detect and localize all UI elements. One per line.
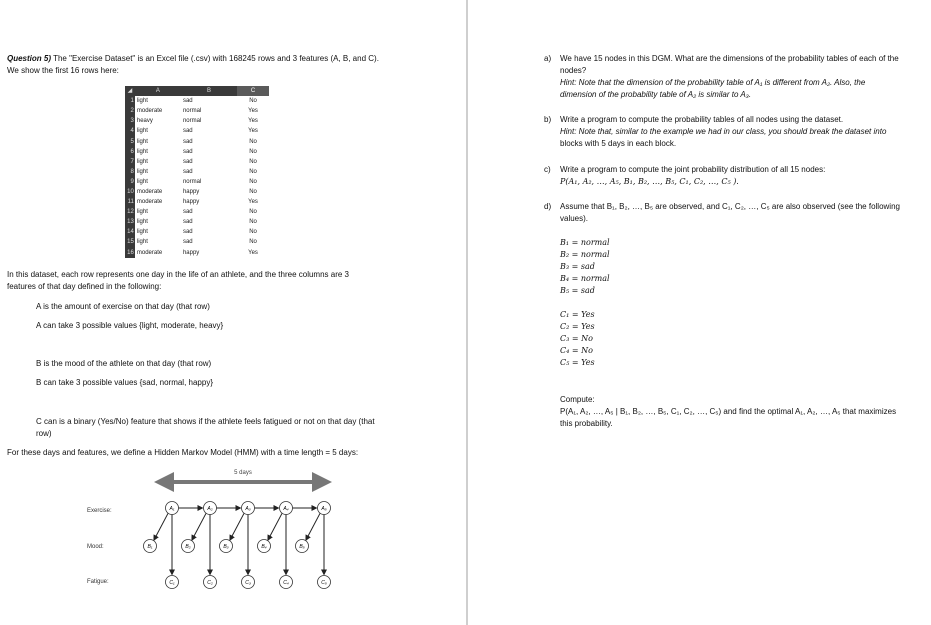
row-number[interactable]: 4 <box>125 126 135 136</box>
cell-a[interactable]: light <box>135 217 181 227</box>
node-b4-label: B₄ <box>261 544 267 550</box>
corner-cell[interactable]: ◢ <box>125 86 135 96</box>
cell-c[interactable]: No <box>237 147 269 157</box>
table-row <box>125 136 269 146</box>
cell-a[interactable]: light <box>135 147 181 157</box>
intro-text: The "Exercise Dataset" is an Excel file (.csv) with 168245 rows and 3 features (A, B, and C). <box>51 54 379 63</box>
compute-line-1: P(A₁, A₂, …, A₅ | B₁, B₂, …, B₅, C₁, C₂, …, C₅) and find the optimal A₁, A₂, …, A₅ that maximizes <box>560 407 897 416</box>
compute-line-2: this probability. <box>560 419 613 428</box>
cell-b[interactable]: sad <box>181 136 237 146</box>
q-d-text-1: Assume that B₁, B₂, …, B₅ are observed, and C₁, C₂, …, C₅ are also observed (see the following <box>560 202 900 211</box>
excel-body <box>125 96 269 258</box>
hmm-intro: For these days and features, we define a Hidden Markov Model (HMM) with a time length = 5 days: <box>7 448 359 457</box>
col-header-c[interactable]: C <box>237 86 269 96</box>
span-label: 5 days <box>234 470 252 476</box>
cell-a[interactable]: light <box>135 96 181 106</box>
a-values: A can take 3 possible values {light, moderate, heavy} <box>36 321 224 330</box>
c-obs-5: C₅ = Yes <box>560 358 595 367</box>
q-c-text: Write a program to compute the joint probability distribution of all 15 nodes: <box>560 165 826 174</box>
cell-c[interactable]: No <box>237 177 269 187</box>
row-number[interactable]: 15 <box>125 237 135 247</box>
node-a3-label: A₃ <box>245 506 251 512</box>
intro-line-2: We show the first 16 rows here: <box>7 66 119 75</box>
node-c3-label: C₃ <box>245 580 251 586</box>
row-number[interactable]: 7 <box>125 157 135 167</box>
b-obs-1: B₁ = normal <box>560 238 610 247</box>
emission-arrow-b <box>154 513 168 540</box>
cell-a[interactable]: light <box>135 157 181 167</box>
cell-b[interactable]: sad <box>181 227 237 237</box>
c-obs-1: C₁ = Yes <box>560 310 595 319</box>
table-row <box>125 106 269 116</box>
cell-a[interactable]: light <box>135 207 181 217</box>
row-number[interactable]: 14 <box>125 227 135 237</box>
table-row <box>125 126 269 136</box>
table-row <box>125 187 269 197</box>
cell-c[interactable]: Yes <box>237 116 269 126</box>
row-number[interactable]: 2 <box>125 106 135 116</box>
node-b3-label: B₃ <box>223 544 229 550</box>
cell-a[interactable]: light <box>135 227 181 237</box>
table-row <box>125 237 269 247</box>
table-row <box>125 147 269 157</box>
cell-a[interactable]: light <box>135 167 181 177</box>
table-row <box>125 248 269 258</box>
table-row <box>125 217 269 227</box>
cell-a[interactable]: moderate <box>135 197 181 207</box>
node-a2-label: A₂ <box>207 506 213 512</box>
q-a-text-2: nodes? <box>560 66 587 75</box>
cell-c[interactable]: No <box>237 227 269 237</box>
row-number[interactable]: 5 <box>125 136 135 146</box>
node-c2-label: C₂ <box>207 580 213 586</box>
cell-c[interactable]: No <box>237 96 269 106</box>
page-divider <box>466 0 468 625</box>
cell-b[interactable]: normal <box>181 106 237 116</box>
cell-c[interactable]: No <box>237 167 269 177</box>
q-a-hint-2: dimension of the probability table of A₂ is similar to A₃. <box>560 90 752 99</box>
row-number[interactable]: 16 <box>125 248 135 258</box>
cell-b[interactable]: sad <box>181 237 237 247</box>
q-c-label: c) <box>544 165 551 174</box>
q-b-label: b) <box>544 115 552 124</box>
cell-b[interactable]: sad <box>181 126 237 136</box>
c-obs-2: C₂ = Yes <box>560 322 595 331</box>
cell-a[interactable]: moderate <box>135 106 181 116</box>
node-a4-label: A₄ <box>283 506 289 512</box>
node-c5-label: C₅ <box>321 580 327 586</box>
cell-b[interactable]: sad <box>181 157 237 167</box>
cell-a[interactable]: moderate <box>135 187 181 197</box>
q-a-hint-1: Hint: Note that the dimension of the probability table of A₁ is different from A₂. Also, the <box>560 78 866 87</box>
node-c1-label: C₁ <box>169 580 175 586</box>
cell-b[interactable]: sad <box>181 147 237 157</box>
cell-a[interactable]: moderate <box>135 248 181 258</box>
b-obs-2: B₂ = normal <box>560 250 610 259</box>
desc-line-1: In this dataset, each row represents one day in the life of an athlete, and the three columns are 3 <box>7 270 349 279</box>
compute-label: Compute: <box>560 395 595 404</box>
col-header-a[interactable]: A <box>135 86 181 96</box>
row-number[interactable]: 13 <box>125 217 135 227</box>
cell-b[interactable]: sad <box>181 167 237 177</box>
row-number[interactable]: 12 <box>125 207 135 217</box>
node-a1-label: A₁ <box>169 506 175 512</box>
q-b-hint-2: blocks with 5 days in each block. <box>560 139 677 148</box>
q-d-label: d) <box>544 202 552 211</box>
cell-b[interactable]: happy <box>181 197 237 207</box>
node-b5-label: B₅ <box>299 544 305 550</box>
table-row <box>125 96 269 106</box>
row-label-exercise: Exercise: <box>87 508 112 514</box>
table-row <box>125 177 269 187</box>
cell-a[interactable]: light <box>135 237 181 247</box>
emission-arrow-b <box>268 513 282 540</box>
table-row <box>125 197 269 207</box>
a-definition: A is the amount of exercise on that day (that row) <box>36 302 210 311</box>
desc-line-2: features of that day defined in the following: <box>7 282 162 291</box>
c-definition-2: row) <box>36 429 52 438</box>
node-a5-label: A₅ <box>321 506 327 512</box>
row-number[interactable]: 8 <box>125 167 135 177</box>
cell-a[interactable]: light <box>135 177 181 187</box>
q-a-text-1: We have 15 nodes in this DGM. What are the dimensions of the probability tables of each of the <box>560 54 899 63</box>
b-obs-5: B₅ = sad <box>560 286 595 295</box>
excel-table <box>125 86 269 258</box>
table-row <box>125 227 269 237</box>
row-label-mood: Mood: <box>87 544 104 550</box>
b-obs-3: B₃ = sad <box>560 262 595 271</box>
node-c4-label: C₄ <box>283 580 289 586</box>
cell-c[interactable]: No <box>237 187 269 197</box>
cell-c[interactable]: Yes <box>237 197 269 207</box>
row-number[interactable]: 11 <box>125 197 135 207</box>
cell-b[interactable]: sad <box>181 207 237 217</box>
row-number[interactable]: 9 <box>125 177 135 187</box>
q-c-formula: P(A₁, A₂, …, A₅, B₁, B₂, …, B₅, C₁, C₂, …, C₅ ). <box>560 177 739 186</box>
row-number[interactable]: 6 <box>125 147 135 157</box>
cell-c[interactable]: No <box>237 157 269 167</box>
question-label: Question 5) <box>7 54 52 63</box>
cell-b[interactable]: normal <box>181 116 237 126</box>
cell-b[interactable]: sad <box>181 217 237 227</box>
table-row <box>125 167 269 177</box>
cell-c[interactable]: No <box>237 237 269 247</box>
col-header-b[interactable]: B <box>181 86 237 96</box>
cell-c[interactable]: No <box>237 217 269 227</box>
cell-a[interactable]: light <box>135 126 181 136</box>
cell-a[interactable]: light <box>135 136 181 146</box>
cell-b[interactable]: normal <box>181 177 237 187</box>
cell-b[interactable]: happy <box>181 187 237 197</box>
table-row <box>125 207 269 217</box>
b-values: B can take 3 possible values {sad, normal, happy} <box>36 378 213 387</box>
cell-b[interactable]: happy <box>181 248 237 258</box>
emission-arrow-b <box>230 513 244 540</box>
cell-b[interactable]: sad <box>181 96 237 106</box>
question-intro <box>7 53 379 64</box>
b-obs-4: B₄ = normal <box>560 274 610 283</box>
cell-c[interactable]: No <box>237 136 269 146</box>
q-a-label: a) <box>544 54 552 63</box>
table-row <box>125 116 269 126</box>
cell-c[interactable]: Yes <box>237 126 269 136</box>
cell-a[interactable]: heavy <box>135 116 181 126</box>
q-b-text: Write a program to compute the probability tables of all nodes using the dataset. <box>560 115 844 124</box>
row-label-fatigue: Fatigue: <box>87 579 109 585</box>
hmm-graph <box>144 502 331 589</box>
row-number[interactable]: 3 <box>125 116 135 126</box>
emission-arrow-b <box>192 513 206 540</box>
cell-c[interactable]: Yes <box>237 106 269 116</box>
c-obs-4: C₄ = No <box>560 346 593 355</box>
node-b2-label: B₂ <box>185 544 191 550</box>
c-obs-3: C₃ = No <box>560 334 593 343</box>
b-definition: B is the mood of the athlete on that day (that row) <box>36 359 212 368</box>
row-number[interactable]: 10 <box>125 187 135 197</box>
row-number[interactable]: 1 <box>125 96 135 106</box>
node-b1-label: B₁ <box>147 544 153 550</box>
c-definition-1: C can is a binary (Yes/No) feature that shows if the athlete feels fatigued or not on that day (that <box>36 417 375 426</box>
cell-c[interactable]: Yes <box>237 248 269 258</box>
emission-arrow-b <box>306 513 320 540</box>
q-b-hint-1: Hint: Note that, similar to the example we had in our class, you should break the dataset into <box>560 127 887 136</box>
table-row <box>125 157 269 167</box>
cell-c[interactable]: No <box>237 207 269 217</box>
q-d-text-2: values). <box>560 214 589 223</box>
hmm-diagram <box>0 462 466 602</box>
